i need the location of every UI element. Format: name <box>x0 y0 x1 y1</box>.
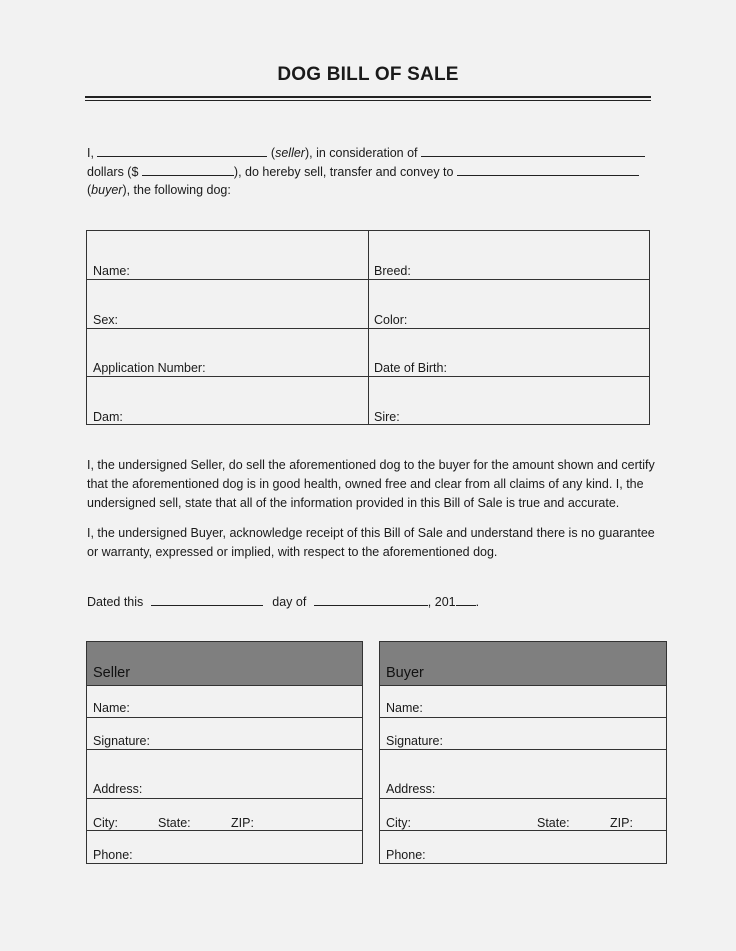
intro-buyer-word: buyer <box>91 183 123 197</box>
dated-line <box>87 593 479 609</box>
table-row-divider <box>87 328 649 329</box>
seller-name-blank[interactable] <box>97 143 267 157</box>
table-row-divider <box>87 279 649 280</box>
seller-state-label[interactable]: State: <box>158 816 191 830</box>
buyer-name-blank[interactable] <box>457 162 639 176</box>
intro-paragraph <box>87 143 657 200</box>
box-row-divider <box>87 717 362 718</box>
intro-convey: ), do hereby sell, transfer and convey to <box>233 165 454 179</box>
dog-sire-label[interactable]: Sire: <box>374 410 400 424</box>
box-row-divider <box>380 749 666 750</box>
buyer-acknowledgement-paragraph <box>87 524 657 562</box>
dog-dam-label[interactable]: Dam: <box>93 410 123 424</box>
intro-i: I, <box>87 146 94 160</box>
year-blank[interactable] <box>456 593 476 606</box>
buyer-state-label[interactable]: State: <box>537 816 570 830</box>
amount-blank[interactable] <box>142 162 234 176</box>
box-row-divider <box>87 749 362 750</box>
buyer-box-title: Buyer <box>386 665 424 681</box>
buyer-phone-label[interactable]: Phone: <box>386 848 426 862</box>
buyer-box-header <box>380 642 666 686</box>
buyer-signature-label[interactable]: Signature: <box>386 734 443 748</box>
day-blank[interactable] <box>151 593 263 606</box>
dated-day-of: day of <box>272 595 307 609</box>
document-title: DOG BILL OF SALE <box>277 64 459 85</box>
intro-seller-close: ), in consideration of <box>304 146 418 160</box>
table-row-divider <box>87 376 649 377</box>
seller-signature-label[interactable]: Signature: <box>93 734 150 748</box>
dog-color-label[interactable]: Color: <box>374 313 408 327</box>
seller-name-label[interactable]: Name: <box>93 701 130 715</box>
buyer-para-line: or warranty, expressed or implied, with respect to the aforementioned dog. <box>87 545 498 559</box>
dog-date-of-birth-label[interactable]: Date of Birth: <box>374 361 447 375</box>
box-row-divider <box>87 830 362 831</box>
buyer-para-line: I, the undersigned Buyer, acknowledge receipt of this Bill of Sale and understand there is no guarantee <box>87 526 655 540</box>
intro-seller-word: seller <box>275 146 305 160</box>
buyer-box <box>379 641 667 864</box>
buyer-name-label[interactable]: Name: <box>386 701 423 715</box>
seller-address-label[interactable]: Address: <box>93 782 143 796</box>
buyer-zip-label[interactable]: ZIP: <box>610 816 633 830</box>
seller-certification-paragraph <box>87 456 657 513</box>
dog-details-table <box>86 230 650 425</box>
seller-box <box>86 641 363 864</box>
dated-prefix: Dated this <box>87 595 144 609</box>
dog-sex-label[interactable]: Sex: <box>93 313 119 327</box>
seller-para-line: that the aforementioned dog is in good health, owned free and clear from all claims of any kind. I, the <box>87 477 644 491</box>
month-blank[interactable] <box>314 593 428 606</box>
intro-dollars: dollars ($ <box>87 165 139 179</box>
seller-box-header <box>87 642 362 686</box>
seller-para-line: I, the undersigned Seller, do sell the aforementioned dog to the buyer for the amount shown and certify <box>87 458 655 472</box>
dated-year-prefix: , 201 <box>427 595 456 609</box>
dated-period: . <box>475 595 480 609</box>
seller-para-line: undersigned sell, state that all of the information provided in this Bill of Sale is true and accurate. <box>87 496 620 510</box>
dog-application-number-label[interactable]: Application Number: <box>93 361 206 375</box>
dog-breed-label[interactable]: Breed: <box>374 264 411 278</box>
dog-name-label[interactable]: Name: <box>93 264 130 278</box>
buyer-address-label[interactable]: Address: <box>386 782 436 796</box>
seller-box-title: Seller <box>93 665 131 681</box>
seller-city-label[interactable]: City: <box>93 816 118 830</box>
box-row-divider <box>380 798 666 799</box>
consideration-blank[interactable] <box>421 143 645 157</box>
seller-phone-label[interactable]: Phone: <box>93 848 133 862</box>
box-row-divider <box>87 798 362 799</box>
intro-buyer-open: ( <box>87 183 92 197</box>
buyer-city-label[interactable]: City: <box>386 816 411 830</box>
seller-zip-label[interactable]: ZIP: <box>231 816 254 830</box>
box-row-divider <box>380 717 666 718</box>
title-rule-thick <box>85 96 651 98</box>
title-rule-thin <box>85 100 651 101</box>
intro-buyer-close: ), the following dog: <box>122 183 231 197</box>
intro-seller-open: ( <box>270 146 276 160</box>
box-row-divider <box>380 830 666 831</box>
